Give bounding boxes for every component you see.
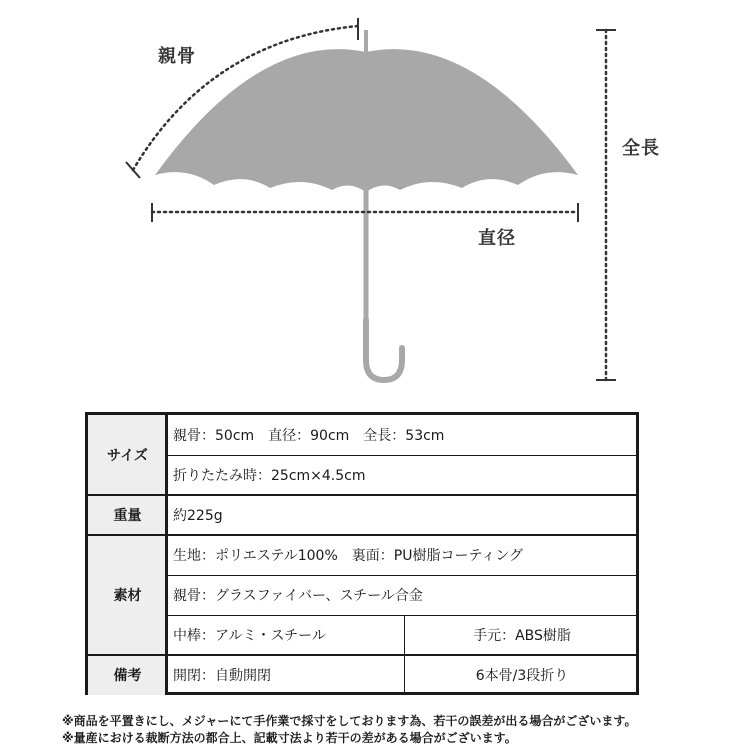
rib-label: 親骨 — [158, 46, 196, 67]
spec-table — [85, 412, 639, 695]
umbrella-handle — [366, 320, 402, 380]
footnote-measurement: ※商品を平置きにし、メジャーにて手作業で採寸をしております為、若干の誤差が出る場合がございます。 — [62, 714, 637, 728]
rib-dimension-tick-left — [126, 162, 140, 178]
length-label: 全長 — [622, 138, 660, 159]
notes-header: 備考 — [88, 655, 167, 695]
material-shaft-value: 中棒：アルミ・スチール — [173, 628, 326, 644]
weight-value: 約225g — [173, 508, 223, 524]
notes-open-value: 開閉：自動開閉 — [173, 668, 271, 684]
table-row-divider — [88, 534, 639, 536]
table-row-divider — [88, 494, 639, 496]
material-fabric-value: 生地：ポリエステル100% 裏面：PU樹脂コーティング — [173, 548, 524, 564]
table-row-divider — [167, 575, 639, 576]
notes-structure-value: 6本骨/3段折り — [475, 668, 569, 684]
material-header: 素材 — [88, 535, 167, 655]
table-row-divider — [167, 455, 639, 456]
table-row-divider — [88, 654, 639, 656]
material-handle-value: 手元：ABS樹脂 — [473, 628, 571, 644]
footnote-production: ※量産における裁断方法の都合上、記載寸法より若干の差がある場合がございます。 — [62, 731, 517, 745]
weight-header: 重量 — [88, 495, 167, 535]
size-value-main: 親骨：50cm 直径：90cm 全長：53cm — [173, 428, 445, 444]
diameter-label: 直径 — [478, 228, 516, 249]
umbrella-canopy — [155, 49, 578, 192]
table-vertical-divider — [165, 415, 168, 695]
size-header: サイズ — [88, 415, 167, 495]
material-rib-value: 親骨：グラスファイバー、スチール合金 — [173, 588, 423, 604]
size-value-folded: 折りたたみ時：25cm×4.5cm — [173, 468, 366, 484]
table-row-divider — [167, 615, 639, 616]
